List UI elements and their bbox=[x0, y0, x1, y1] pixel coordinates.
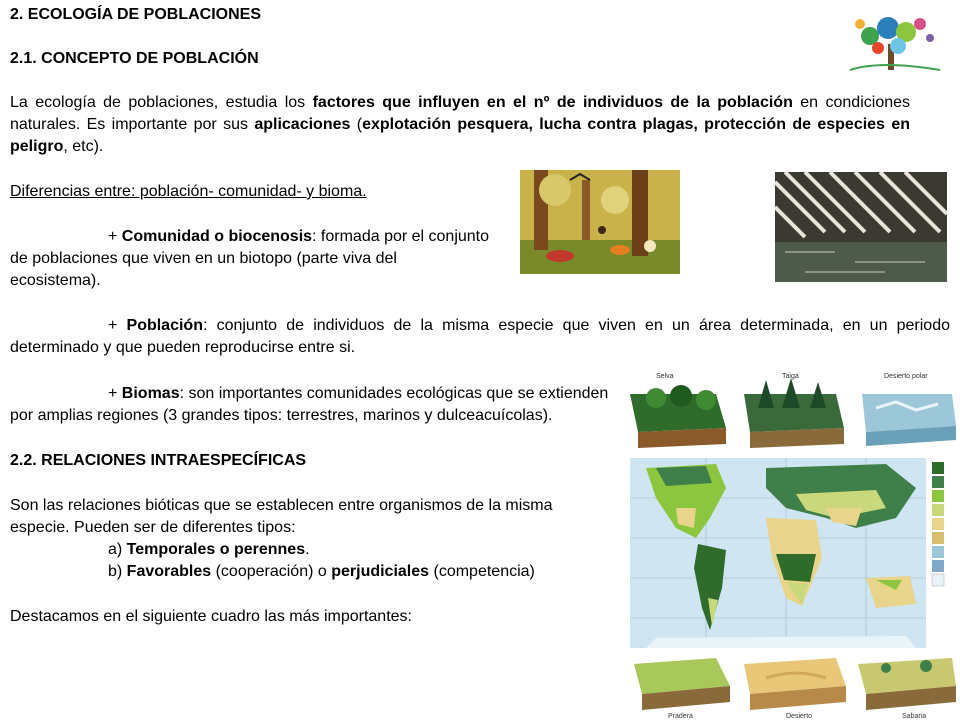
label-selva: Selva bbox=[656, 373, 674, 380]
diferencias-title: Diferencias entre: población- comunidad- y bioma. bbox=[10, 183, 367, 200]
comunidad-line2: de poblaciones que viven en un biotopo (parte viva del bbox=[10, 250, 397, 267]
biomas-line1: + Biomas: son importantes comunidades ecológicas que se extienden bbox=[108, 385, 609, 402]
intro-paragraph: La ecología de poblaciones, estudia los factores que influyen en el nº de individuos de la población en condiciones naturales. Es importante por sus aplicaciones (explotación pesquera, lucha contra plagas, protección de especies en peligro, etc). bbox=[10, 94, 911, 155]
relaciones-item-a: a) Temporales o perennes. bbox=[108, 541, 310, 558]
poblacion-paragraph: + Población: conjunto de individuos de la misma especie que viven en un área determinada, en un periodo determinado y que pueden reproducirse entre si. bbox=[10, 317, 951, 356]
comunidad-line3: ecosistema). bbox=[10, 272, 101, 289]
destacamos-line: Destacamos en el siguiente cuadro las más importantes: bbox=[10, 608, 412, 625]
heading-relaciones-intraespecificas: 2.2. RELACIONES INTRAESPECÍFICAS bbox=[10, 452, 307, 469]
forest-community-image bbox=[520, 170, 680, 274]
biomes-map-figure bbox=[626, 368, 958, 720]
relaciones-line1: Son las relaciones bióticas que se establecen entre organismos de la misma bbox=[10, 497, 553, 514]
heading-ecologia-poblaciones: 2. ECOLOGÍA DE POBLACIONES bbox=[10, 6, 261, 23]
desierto-polar-block bbox=[862, 394, 956, 446]
pradera-block bbox=[634, 658, 730, 710]
label-pradera: Pradera bbox=[668, 713, 693, 720]
relaciones-line2: especie. Pueden ser de diferentes tipos: bbox=[10, 519, 296, 536]
biomas-line2: por amplias regiones (3 grandes tipos: terrestres, marinos y dulceacuícolas). bbox=[10, 407, 553, 424]
zebra-population-image bbox=[775, 172, 947, 282]
label-sabana: Sabana bbox=[902, 713, 927, 720]
heading-concepto-poblacion: 2.1. CONCEPTO DE POBLACIÓN bbox=[10, 50, 259, 67]
label-taiga: Taiga bbox=[782, 373, 799, 380]
comunidad-line1: + Comunidad o biocenosis: formada por el conjunto bbox=[108, 228, 490, 245]
sabana-block bbox=[858, 658, 956, 710]
label-desierto-polar: Desierto polar bbox=[884, 373, 928, 380]
relaciones-item-b: b) Favorables (cooperación) o perjudiciales (competencia) bbox=[108, 563, 535, 580]
world-map bbox=[630, 458, 926, 648]
selva-block bbox=[630, 385, 726, 448]
logo-tree-icon bbox=[840, 14, 950, 78]
desierto-block bbox=[744, 658, 846, 710]
map-legend bbox=[932, 462, 944, 586]
label-desierto: Desierto bbox=[786, 713, 813, 720]
